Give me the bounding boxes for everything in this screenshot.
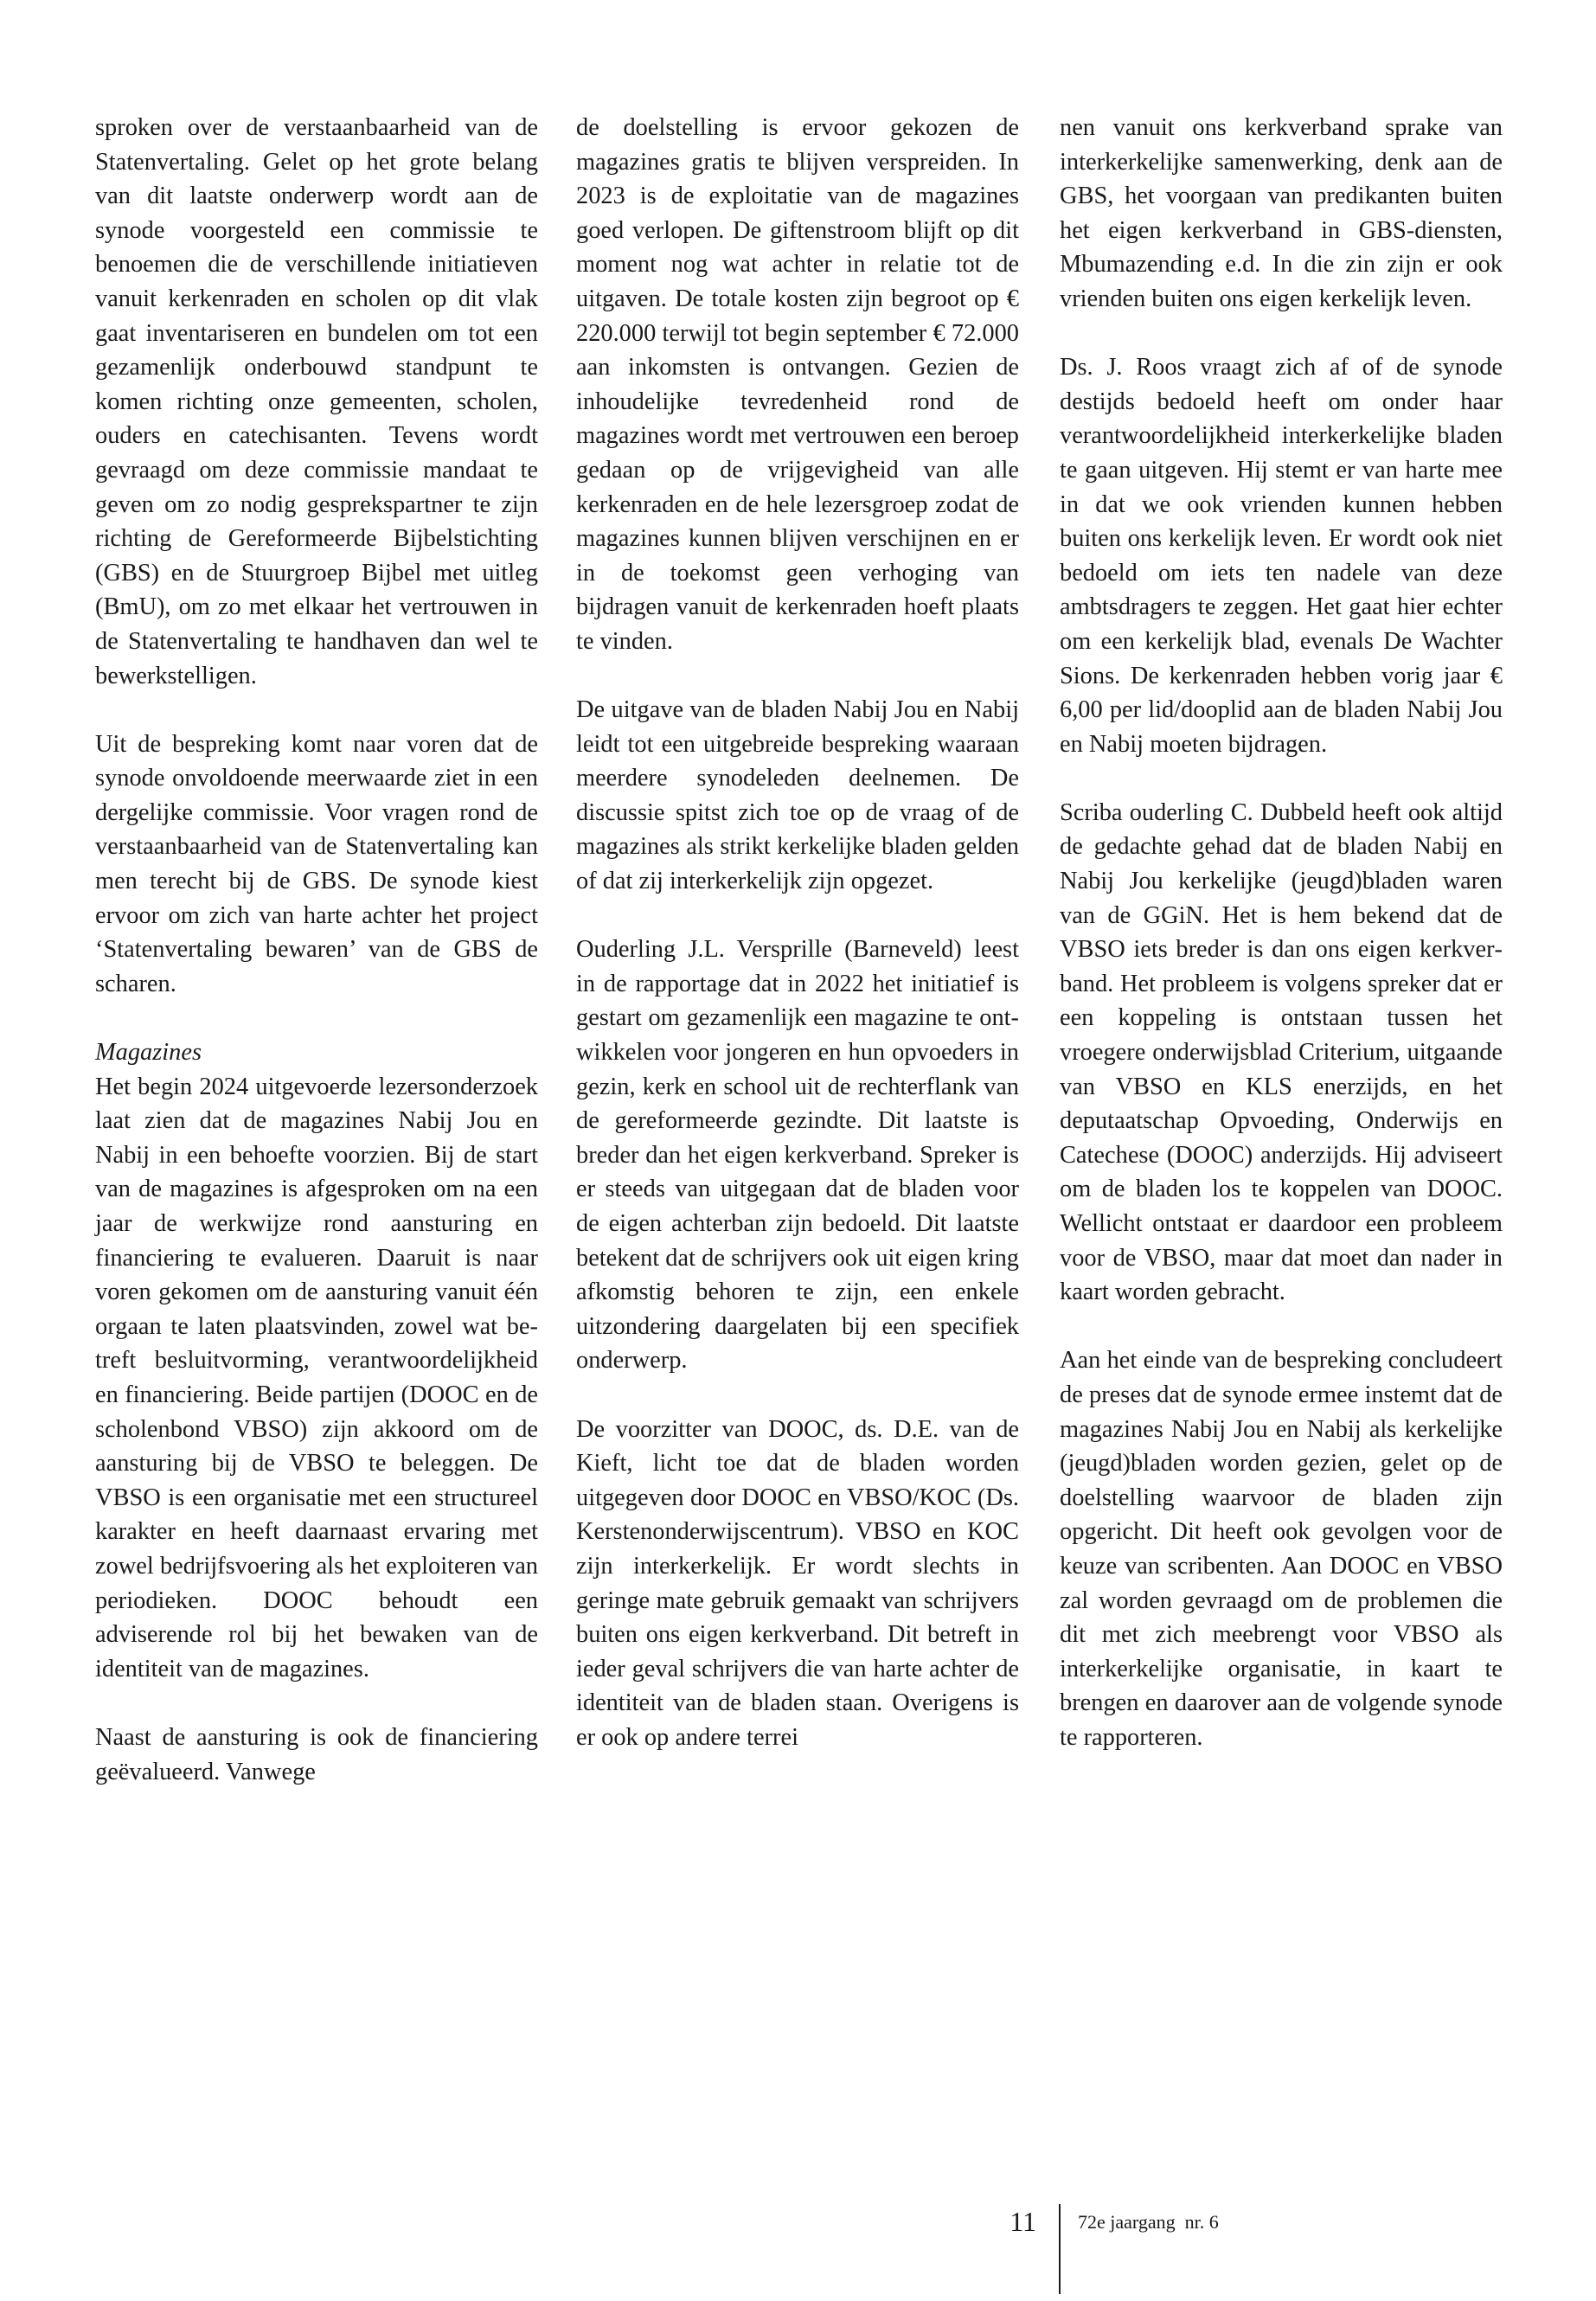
page-number: 11 [1010, 2206, 1036, 2237]
paragraph-interkerkelijke-samenwerking: nen vanuit ons kerkverband sprake van interkerkelijke samenwerking, denk aan de GBS, het voorgaan van predikanten buiten het eigen kerkverband in GBS-diensten, Mbumazending e.d. In die zin zijn er ook vrienden buiten ons eigen kerkelijk leven. [1060, 114, 1503, 312]
paragraph-uitgave-bladen: De uitgave van de bladen Nabij Jou en Nabij leidt tot een uitgebreide bespreking waaraan meerdere synodeleden deelnemen. De discussie spitst zich toe op de vraag of de magazines als strikt kerkelijke bladen gelden of dat zij interkerkelijk zijn opgezet. [576, 696, 1019, 895]
footer-divider [1059, 2204, 1061, 2294]
text-column-1 [95, 111, 538, 1789]
paragraph-conclusie-preses: Aan het einde van de bespreking concludeert de preses dat de synode ermee instemt dat de magazines Nabij Jou en Nabij als kerkelijke (jeugd)bladen worden gezien, gelet op de doelstelling waarvoor de bladen zijn opgericht. Dit heeft ook gevolgen voor de keuze van scribenten. Aan DOOC en VBSO zal worden gevraagd om de problemen die dit met zich meebrengt voor VBSO als interkerkelijke organisatie, in kaart te brengen en daarover aan de volgende synode te rapporteren. [1060, 1347, 1503, 1751]
paragraph-bespreking-uitkomst: Uit de bespreking komt naar voren dat de synode onvoldoende meerwaarde ziet in een dergelijke commissie. Voor vragen rond de verstaanbaarheid van de Statenvertaling kan men terecht bij de GBS. De synode kiest ervoor om zich van harte achter het project ‘Statenvertaling bewaren’ van de GBS de scharen. [95, 730, 538, 997]
paragraph-roos: Ds. J. Roos vraagt zich af of de synode destijds bedoeld heeft om onder haar verantwoordelijkheid interkerkelijke bladen te gaan uitgeven. Hij stemt er van harte mee in dat we ook vrienden kunnen hebben buiten ons kerkelijk leven. Er wordt ook niet bedoeld om iets ten nadele van deze ambtsdragers te zeggen. Het gaat hier echter om een kerkelijk blad, evenals De Wachter Sions. De kerkenraden hebben vorig jaar € 6,00 per lid/dooplid aan de bladen Nabij Jou en Nabij moeten bijdragen. [1060, 354, 1503, 758]
section-heading-magazines: Magazines [95, 1039, 202, 1067]
issue-label: 72e jaargang nr. 6 [1078, 2211, 1219, 2233]
text-column-3 [1060, 111, 1503, 1755]
paragraph-doelstelling: de doelstelling is ervoor gekozen de magazines gratis te blijven verspreiden. In 2023 is de exploitatie van de magazines goed verlopen. De giftenstroom blijft op dit moment nog wat achter in relatie tot de uitgaven. De totale kosten zijn begroot op € 220.000 terwijl tot begin september € 72.000 aan inkomsten is ontvangen. Gezien de inhoudelijke tevredenheid rond de magazines wordt met vertrouwen een beroep gedaan op de vrijgevigheid van alle kerkenraden en de hele lezersgroep zodat de magazines kunnen blijven verschijnen en er in de toekomst geen verhoging van bijdragen vanuit de kerkenraden hoeft plaats te vinden. [576, 114, 1019, 655]
paragraph-versprille: Ouderling J.L. Versprille (Barneveld) leest in de rapportage dat in 2022 het initiatief is gestart om gezamenlijk een magazine te ontwikkelen voor jongeren en hun opvoeders in gezin, kerk en school uit de rechterflank van de gereformeerde gezindte. Dit laatste is breder dan het eigen kerkverband. Spreker is er steeds van uitgegaan dat de bladen voor de eigen achterban zijn bedoeld. Dit laatste betekent dat de schrijvers ook uit eigen kring afkomstig behoren te zijn, een enkele uitzondering daargelaten bij een specifiek onderwerp. [576, 936, 1019, 1375]
paragraph-voorzitter-dooc: De voorzitter van DOOC, ds. D.E. van de Kieft, licht toe dat de bladen worden uitgegeven door DOOC en VBSO/KOC (Ds. Kerstenonderwijscentrum). VBSO en KOC zijn interkerkelijk. Er wordt slechts in geringe mate gebruik gemaakt van schrijvers buiten ons eigen kerkverband. Dit betreft in ieder geval schrijvers die van harte achter de identiteit van de bladen staan. Overigens is er ook op andere terrei [576, 1415, 1019, 1751]
text-column-2 [576, 111, 1019, 1755]
paragraph-lezersonderzoek: Het begin 2024 uitgevoerde lezersonderzoek laat zien dat de magazines Nabij Jou en Nabij in een behoefte voorzien. Bij de start van de magazines is afgesproken om na een jaar de werkwijze rond aansturing en financiering te evalueren. Daaruit is naar voren gekomen om de aansturing vanuit één orgaan te laten plaatsvinden, zowel wat betreft besluitvorming, verantwoordelijkheid en financiering. Beide partijen (DOOC en de scholenbond VBSO) zijn akkoord om de aansturing bij de VBSO te beleggen. De VBSO is een organisatie met een structureel karakter en heeft daarnaast ervaring met zowel bedrijfsvoering als het exploiteren van periodieken. DOOC behoudt een adviserende rol bij het bewaken van de identiteit van de magazines. [95, 1073, 538, 1682]
paragraph-financiering: Naast de aansturing is ook de financiering geëvalueerd. Vanwege [95, 1723, 538, 1785]
paragraph-statenvertaling-commissie: sproken over de verstaanbaarheid van de Statenvertaling. Gelet op het grote belang van dit laatste onderwerp wordt aan de synode voorgesteld een commissie te benoemen die de verschillende initiatieven vanuit kerkenraden en scholen op dit vlak gaat inventariseren en bundelen om tot een gezamenlijk onderbouwd standpunt te komen richting onze gemeenten, scholen, ouders en catechisanten. Tevens wordt gevraagd om deze commissie mandaat te geven om zo nodig gesprekspartner te zijn richting de Gereformeerde Bijbelstichting (GBS) en de Stuurgroep Bijbel met uitleg (BmU), om zo met elkaar het vertrouwen in de Statenvertaling te handhaven dan wel te bewerkstelligen. [95, 114, 538, 689]
paragraph-dubbeld: Scriba ouderling C. Dubbeld heeft ook altijd de gedachte gehad dat de bladen Nabij en Nabij Jou kerkelijke (jeugd)bladen waren van de GGiN. Het is hem bekend dat de VBSO iets breder is dan ons eigen kerkverband. Het probleem is volgens spreker dat er een koppeling is ontstaan tussen het vroegere onderwijsblad Criterium, uitgaande van VBSO en KLS enerzijds, en het deputaatschap Opvoeding, Onderwijs en Catechese (DOOC) anderzijds. Hij adviseert om de bladen los te koppelen van DOOC. Wellicht ontstaat er daardoor een probleem voor de VBSO, maar dat moet dan nader in kaart worden gebracht. [1060, 798, 1503, 1306]
